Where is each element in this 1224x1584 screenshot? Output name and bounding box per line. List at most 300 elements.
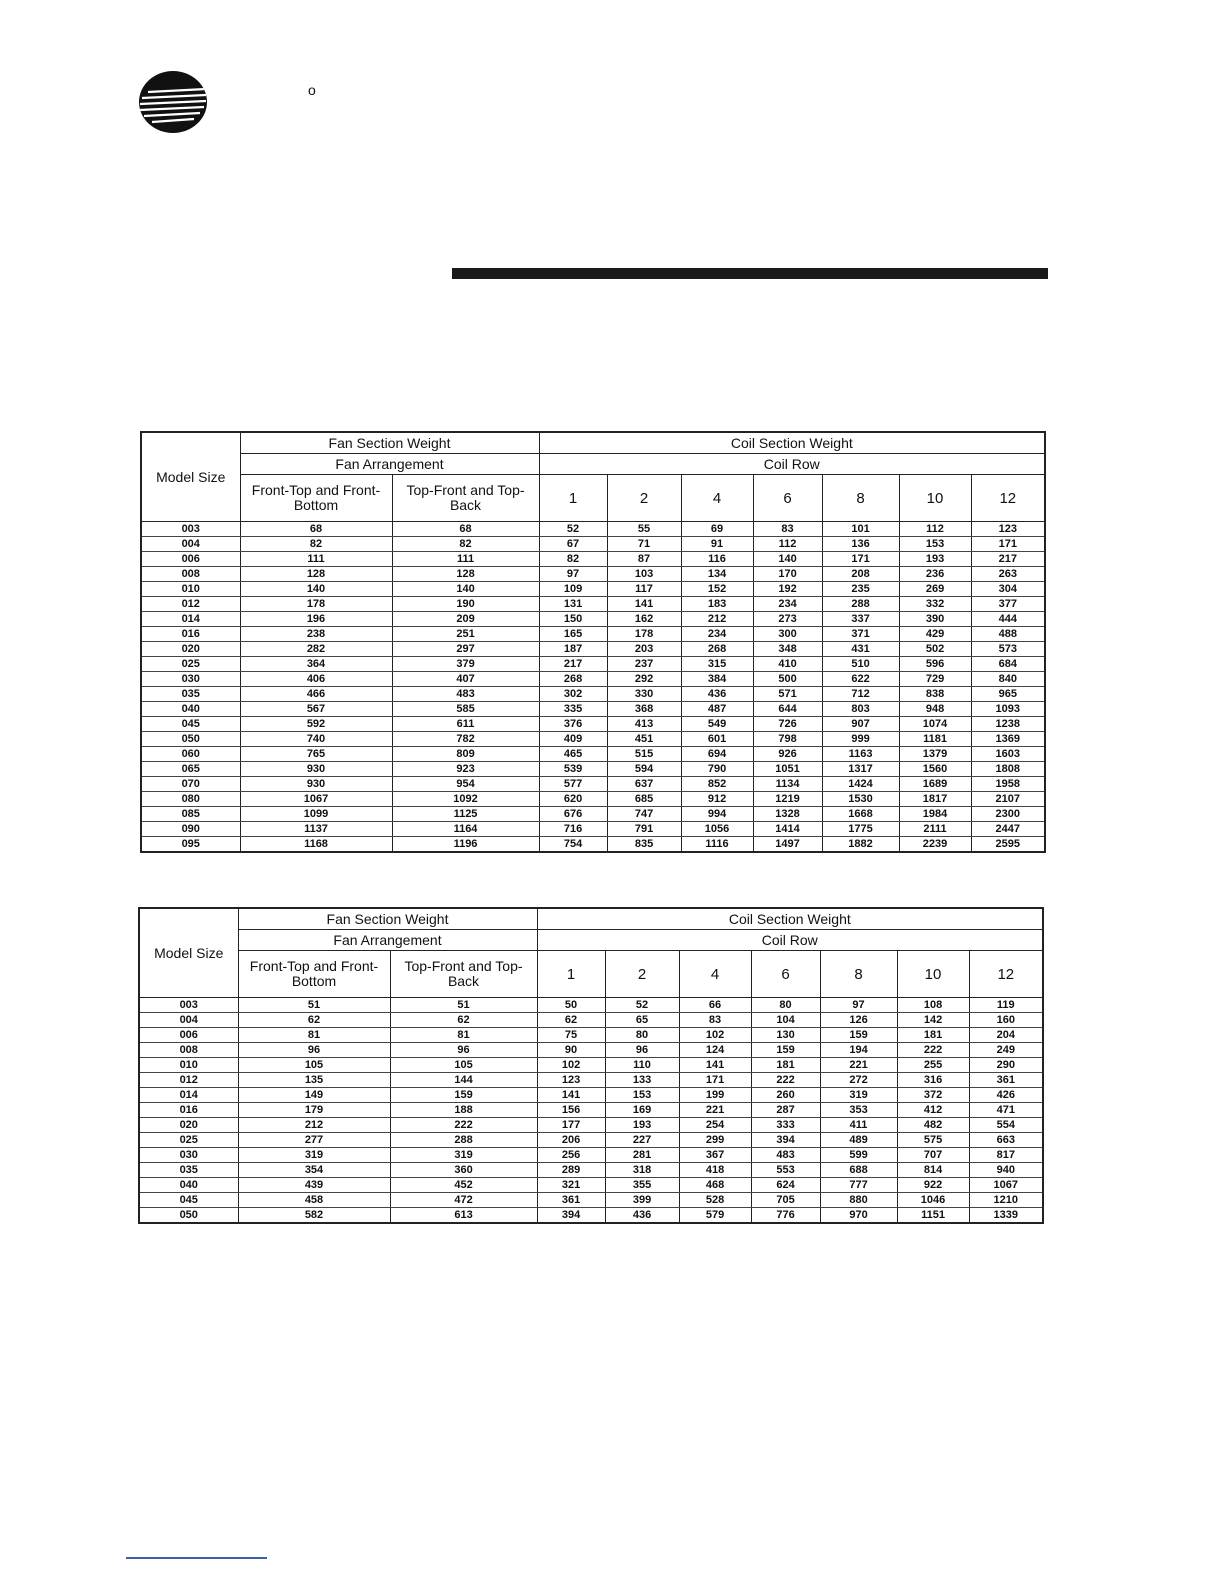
weight-cell: 1099 — [240, 807, 392, 822]
weight-cell: 181 — [751, 1058, 820, 1073]
table-row — [141, 612, 1045, 627]
weight-cell: 130 — [751, 1028, 820, 1043]
weight-cell: 153 — [605, 1088, 679, 1103]
weight-cell: 140 — [240, 582, 392, 597]
weight-cell: 940 — [969, 1163, 1043, 1178]
coil-row-2: 2 — [607, 475, 681, 522]
weight-cell: 1817 — [899, 792, 971, 807]
weight-cell: 51 — [238, 998, 390, 1013]
weight-cell: 269 — [899, 582, 971, 597]
table-row — [141, 777, 1045, 792]
fan-col-front-top: Front-Top and Front-Bottom — [238, 951, 390, 998]
table-row — [141, 552, 1045, 567]
weight-cell: 159 — [390, 1088, 537, 1103]
coil-row-12: 12 — [969, 951, 1043, 998]
weight-cell: 567 — [240, 702, 392, 717]
weight-cell: 203 — [607, 642, 681, 657]
weight-cell: 429 — [899, 627, 971, 642]
table-row — [139, 1073, 1043, 1088]
table-row — [139, 998, 1043, 1013]
weight-cell: 268 — [681, 642, 753, 657]
weight-cell: 487 — [681, 702, 753, 717]
weight-cell: 489 — [820, 1133, 897, 1148]
weight-cell: 1414 — [753, 822, 822, 837]
weight-cell: 135 — [238, 1073, 390, 1088]
weight-cell: 83 — [753, 522, 822, 537]
weight-table-1-body — [141, 522, 1045, 853]
weight-cell: 304 — [971, 582, 1045, 597]
weight-cell: 75 — [537, 1028, 605, 1043]
weight-cell: 255 — [897, 1058, 969, 1073]
weight-cell: 582 — [238, 1208, 390, 1224]
table-row — [139, 1163, 1043, 1178]
weight-cell: 970 — [820, 1208, 897, 1224]
weight-cell: 102 — [537, 1058, 605, 1073]
model-size-cell: 025 — [139, 1133, 238, 1148]
weight-cell: 1093 — [971, 702, 1045, 717]
weight-cell: 116 — [681, 552, 753, 567]
weight-cell: 109 — [539, 582, 607, 597]
weight-cell: 65 — [605, 1013, 679, 1028]
company-logo — [138, 70, 208, 134]
weight-cell: 142 — [897, 1013, 969, 1028]
weight-cell: 217 — [971, 552, 1045, 567]
fan-arrangement-header: Fan Arrangement — [238, 930, 537, 951]
coil-row-6: 6 — [753, 475, 822, 522]
weight-cell: 1151 — [897, 1208, 969, 1224]
model-size-cell: 060 — [141, 747, 240, 762]
table-row — [141, 702, 1045, 717]
weight-cell: 510 — [822, 657, 899, 672]
model-size-cell: 010 — [139, 1058, 238, 1073]
weight-cell: 87 — [607, 552, 681, 567]
weight-cell: 601 — [681, 732, 753, 747]
weight-cell: 281 — [605, 1148, 679, 1163]
weight-cell: 431 — [822, 642, 899, 657]
weight-table-2-body — [139, 998, 1043, 1224]
weight-cell: 814 — [897, 1163, 969, 1178]
coil-row-6: 6 — [751, 951, 820, 998]
weight-cell: 90 — [537, 1043, 605, 1058]
weight-cell: 68 — [240, 522, 392, 537]
weight-cell: 790 — [681, 762, 753, 777]
table-row — [139, 1028, 1043, 1043]
weight-cell: 288 — [822, 597, 899, 612]
model-size-cell: 008 — [139, 1043, 238, 1058]
footer-rule — [126, 1557, 267, 1559]
weight-cell: 221 — [679, 1103, 751, 1118]
weight-cell: 178 — [607, 627, 681, 642]
weight-cell: 335 — [539, 702, 607, 717]
weight-cell: 1046 — [897, 1193, 969, 1208]
model-size-cell: 095 — [141, 837, 240, 853]
weight-cell: 227 — [605, 1133, 679, 1148]
weight-cell: 577 — [539, 777, 607, 792]
weight-cell: 354 — [238, 1163, 390, 1178]
weight-cell: 776 — [751, 1208, 820, 1224]
weight-cell: 282 — [240, 642, 392, 657]
table-row — [139, 1133, 1043, 1148]
weight-cell: 554 — [969, 1118, 1043, 1133]
model-size-cell: 045 — [139, 1193, 238, 1208]
weight-cell: 134 — [681, 567, 753, 582]
weight-cell: 384 — [681, 672, 753, 687]
weight-cell: 1424 — [822, 777, 899, 792]
weight-cell: 150 — [539, 612, 607, 627]
weight-cell: 954 — [392, 777, 539, 792]
weight-cell: 399 — [605, 1193, 679, 1208]
weight-cell: 754 — [539, 837, 607, 853]
weight-cell: 238 — [240, 627, 392, 642]
weight-cell: 2239 — [899, 837, 971, 853]
weight-cell: 539 — [539, 762, 607, 777]
coil-row-header: Coil Row — [539, 454, 1045, 475]
weight-cell: 777 — [820, 1178, 897, 1193]
weight-cell: 611 — [392, 717, 539, 732]
weight-cell: 472 — [390, 1193, 537, 1208]
weight-cell: 159 — [751, 1043, 820, 1058]
table-row — [139, 1103, 1043, 1118]
weight-cell: 596 — [899, 657, 971, 672]
table-row — [141, 582, 1045, 597]
weight-cell: 71 — [607, 537, 681, 552]
weight-cell: 451 — [607, 732, 681, 747]
weight-cell: 153 — [899, 537, 971, 552]
model-size-cell: 050 — [141, 732, 240, 747]
table-row — [139, 1013, 1043, 1028]
model-size-cell: 045 — [141, 717, 240, 732]
weight-cell: 571 — [753, 687, 822, 702]
weight-cell: 204 — [969, 1028, 1043, 1043]
weight-cell: 411 — [820, 1118, 897, 1133]
table-row — [139, 1043, 1043, 1058]
table-row — [141, 627, 1045, 642]
weight-cell: 803 — [822, 702, 899, 717]
weight-cell: 178 — [240, 597, 392, 612]
weight-cell: 716 — [539, 822, 607, 837]
model-size-cell: 014 — [139, 1088, 238, 1103]
weight-cell: 426 — [969, 1088, 1043, 1103]
weight-cell: 817 — [969, 1148, 1043, 1163]
weight-cell: 103 — [607, 567, 681, 582]
weight-cell: 394 — [537, 1208, 605, 1224]
weight-cell: 1497 — [753, 837, 822, 853]
coil-row-8: 8 — [820, 951, 897, 998]
weight-cell: 1339 — [969, 1208, 1043, 1224]
model-size-cell: 010 — [141, 582, 240, 597]
coil-row-2: 2 — [605, 951, 679, 998]
weight-cell: 468 — [679, 1178, 751, 1193]
table-row — [141, 567, 1045, 582]
weight-cell: 367 — [679, 1148, 751, 1163]
weight-cell: 1689 — [899, 777, 971, 792]
weight-cell: 353 — [820, 1103, 897, 1118]
weight-cell: 193 — [899, 552, 971, 567]
weight-cell: 105 — [390, 1058, 537, 1073]
weight-cell: 192 — [753, 582, 822, 597]
weight-cell: 436 — [681, 687, 753, 702]
weight-cell: 82 — [392, 537, 539, 552]
weight-cell: 222 — [751, 1073, 820, 1088]
weight-cell: 235 — [822, 582, 899, 597]
weight-cell: 177 — [537, 1118, 605, 1133]
weight-cell: 2111 — [899, 822, 971, 837]
weight-cell: 206 — [537, 1133, 605, 1148]
weight-cell: 444 — [971, 612, 1045, 627]
table-row — [141, 537, 1045, 552]
weight-cell: 141 — [607, 597, 681, 612]
coil-row-10: 10 — [899, 475, 971, 522]
weight-cell: 482 — [897, 1118, 969, 1133]
weight-cell: 1328 — [753, 807, 822, 822]
weight-cell: 1092 — [392, 792, 539, 807]
coil-row-12: 12 — [971, 475, 1045, 522]
weight-cell: 319 — [820, 1088, 897, 1103]
weight-cell: 273 — [753, 612, 822, 627]
weight-cell: 377 — [971, 597, 1045, 612]
coil-row-header: Coil Row — [537, 930, 1043, 951]
coil-row-1: 1 — [539, 475, 607, 522]
weight-cell: 170 — [753, 567, 822, 582]
weight-cell: 729 — [899, 672, 971, 687]
table-row — [141, 522, 1045, 537]
model-size-cell: 012 — [139, 1073, 238, 1088]
weight-cell: 82 — [240, 537, 392, 552]
weight-cell: 169 — [605, 1103, 679, 1118]
weight-cell: 66 — [679, 998, 751, 1013]
weight-cell: 483 — [392, 687, 539, 702]
weight-cell: 55 — [607, 522, 681, 537]
model-size-cell: 008 — [141, 567, 240, 582]
model-size-cell: 065 — [141, 762, 240, 777]
weight-cell: 372 — [897, 1088, 969, 1103]
weight-cell: 52 — [605, 998, 679, 1013]
table-row — [141, 642, 1045, 657]
weight-cell: 1379 — [899, 747, 971, 762]
weight-cell: 126 — [820, 1013, 897, 1028]
weight-cell: 69 — [681, 522, 753, 537]
weight-cell: 907 — [822, 717, 899, 732]
weight-cell: 249 — [969, 1043, 1043, 1058]
weight-cell: 51 — [390, 998, 537, 1013]
weight-cell: 1067 — [240, 792, 392, 807]
model-size-cell: 085 — [141, 807, 240, 822]
weight-cell: 694 — [681, 747, 753, 762]
weight-cell: 124 — [679, 1043, 751, 1058]
weight-cell: 575 — [897, 1133, 969, 1148]
weight-cell: 1369 — [971, 732, 1045, 747]
table-row — [141, 822, 1045, 837]
weight-cell: 798 — [753, 732, 822, 747]
weight-cell: 159 — [820, 1028, 897, 1043]
weight-cell: 622 — [822, 672, 899, 687]
coil-row-4: 4 — [681, 475, 753, 522]
weight-cell: 300 — [753, 627, 822, 642]
weight-cell: 528 — [679, 1193, 751, 1208]
weight-cell: 361 — [969, 1073, 1043, 1088]
weight-cell: 1560 — [899, 762, 971, 777]
weight-cell: 1056 — [681, 822, 753, 837]
model-size-cell: 004 — [141, 537, 240, 552]
section-rule — [452, 268, 1048, 279]
weight-cell: 128 — [240, 567, 392, 582]
weight-cell: 999 — [822, 732, 899, 747]
weight-cell: 948 — [899, 702, 971, 717]
weight-cell: 740 — [240, 732, 392, 747]
table-row — [139, 1208, 1043, 1224]
weight-cell: 707 — [897, 1148, 969, 1163]
weight-cell: 502 — [899, 642, 971, 657]
weight-cell: 663 — [969, 1133, 1043, 1148]
weight-cell: 97 — [820, 998, 897, 1013]
weight-cell: 337 — [822, 612, 899, 627]
weight-cell: 376 — [539, 717, 607, 732]
model-size-cell: 030 — [139, 1148, 238, 1163]
fan-section-header: Fan Section Weight — [238, 908, 537, 930]
model-size-cell: 006 — [139, 1028, 238, 1043]
weight-cell: 236 — [899, 567, 971, 582]
table-row — [141, 717, 1045, 732]
weight-cell: 234 — [753, 597, 822, 612]
weight-cell: 930 — [240, 762, 392, 777]
weight-cell: 368 — [607, 702, 681, 717]
weight-cell: 193 — [605, 1118, 679, 1133]
weight-cell: 355 — [605, 1178, 679, 1193]
weight-cell: 112 — [899, 522, 971, 537]
weight-cell: 217 — [539, 657, 607, 672]
weight-cell: 62 — [537, 1013, 605, 1028]
coil-row-8: 8 — [822, 475, 899, 522]
weight-cell: 2107 — [971, 792, 1045, 807]
weight-cell: 379 — [392, 657, 539, 672]
weight-cell: 321 — [537, 1178, 605, 1193]
weight-cell: 2447 — [971, 822, 1045, 837]
weight-cell: 292 — [607, 672, 681, 687]
weight-cell: 436 — [605, 1208, 679, 1224]
model-size-cell: 070 — [141, 777, 240, 792]
table-row — [141, 597, 1045, 612]
weight-cell: 152 — [681, 582, 753, 597]
weight-cell: 2595 — [971, 837, 1045, 853]
table-row — [141, 837, 1045, 853]
weight-cell: 316 — [897, 1073, 969, 1088]
weight-cell: 290 — [969, 1058, 1043, 1073]
weight-cell: 585 — [392, 702, 539, 717]
weight-cell: 330 — [607, 687, 681, 702]
coil-section-header: Coil Section Weight — [537, 908, 1043, 930]
table-row — [139, 1088, 1043, 1103]
weight-cell: 80 — [605, 1028, 679, 1043]
weight-cell: 194 — [820, 1043, 897, 1058]
model-size-cell: 080 — [141, 792, 240, 807]
model-size-cell: 003 — [139, 998, 238, 1013]
weight-cell: 394 — [751, 1133, 820, 1148]
weight-cell: 712 — [822, 687, 899, 702]
weight-cell: 101 — [822, 522, 899, 537]
weight-cell: 82 — [539, 552, 607, 567]
weight-cell: 149 — [238, 1088, 390, 1103]
weight-cell: 809 — [392, 747, 539, 762]
weight-cell: 1051 — [753, 762, 822, 777]
weight-cell: 108 — [897, 998, 969, 1013]
table-row — [141, 807, 1045, 822]
weight-cell: 183 — [681, 597, 753, 612]
weight-cell: 179 — [238, 1103, 390, 1118]
weight-cell: 162 — [607, 612, 681, 627]
weight-cell: 1164 — [392, 822, 539, 837]
weight-cell: 133 — [605, 1073, 679, 1088]
weight-cell: 111 — [392, 552, 539, 567]
weight-cell: 364 — [240, 657, 392, 672]
weight-cell: 319 — [390, 1148, 537, 1163]
weight-cell: 83 — [679, 1013, 751, 1028]
model-size-cell: 040 — [139, 1178, 238, 1193]
weight-cell: 165 — [539, 627, 607, 642]
weight-cell: 171 — [971, 537, 1045, 552]
table-row — [141, 732, 1045, 747]
weight-cell: 80 — [751, 998, 820, 1013]
weight-cell: 97 — [539, 567, 607, 582]
weight-cell: 553 — [751, 1163, 820, 1178]
weight-cell: 500 — [753, 672, 822, 687]
fan-section-header: Fan Section Weight — [240, 432, 539, 454]
weight-cell: 268 — [539, 672, 607, 687]
degree-mark: o — [308, 82, 316, 98]
weight-cell: 471 — [969, 1103, 1043, 1118]
weight-cell: 91 — [681, 537, 753, 552]
weight-cell: 926 — [753, 747, 822, 762]
weight-cell: 128 — [392, 567, 539, 582]
model-size-cell: 020 — [139, 1118, 238, 1133]
weight-cell: 726 — [753, 717, 822, 732]
weight-cell: 1530 — [822, 792, 899, 807]
weight-cell: 111 — [240, 552, 392, 567]
weight-cell: 52 — [539, 522, 607, 537]
weight-cell: 747 — [607, 807, 681, 822]
weight-cell: 1958 — [971, 777, 1045, 792]
model-size-cell: 035 — [139, 1163, 238, 1178]
model-size-cell: 025 — [141, 657, 240, 672]
table-row — [141, 762, 1045, 777]
weight-cell: 594 — [607, 762, 681, 777]
table-row — [139, 1178, 1043, 1193]
weight-cell: 592 — [240, 717, 392, 732]
coil-row-10: 10 — [897, 951, 969, 998]
weight-cell: 515 — [607, 747, 681, 762]
weight-cell: 406 — [240, 672, 392, 687]
weight-cell: 1168 — [240, 837, 392, 853]
weight-cell: 624 — [751, 1178, 820, 1193]
weight-cell: 117 — [607, 582, 681, 597]
weight-cell: 465 — [539, 747, 607, 762]
weight-cell: 144 — [390, 1073, 537, 1088]
weight-cell: 289 — [537, 1163, 605, 1178]
weight-cell: 188 — [390, 1103, 537, 1118]
weight-cell: 96 — [605, 1043, 679, 1058]
weight-cell: 187 — [539, 642, 607, 657]
weight-cell: 171 — [679, 1073, 751, 1088]
table-row — [141, 657, 1045, 672]
weight-cell: 994 — [681, 807, 753, 822]
weight-cell: 1603 — [971, 747, 1045, 762]
fan-col-front-top: Front-Top and Front-Bottom — [240, 475, 392, 522]
weight-cell: 1808 — [971, 762, 1045, 777]
weight-cell: 488 — [971, 627, 1045, 642]
weight-cell: 1210 — [969, 1193, 1043, 1208]
weight-cell: 68 — [392, 522, 539, 537]
weight-cell: 209 — [392, 612, 539, 627]
weight-cell: 685 — [607, 792, 681, 807]
